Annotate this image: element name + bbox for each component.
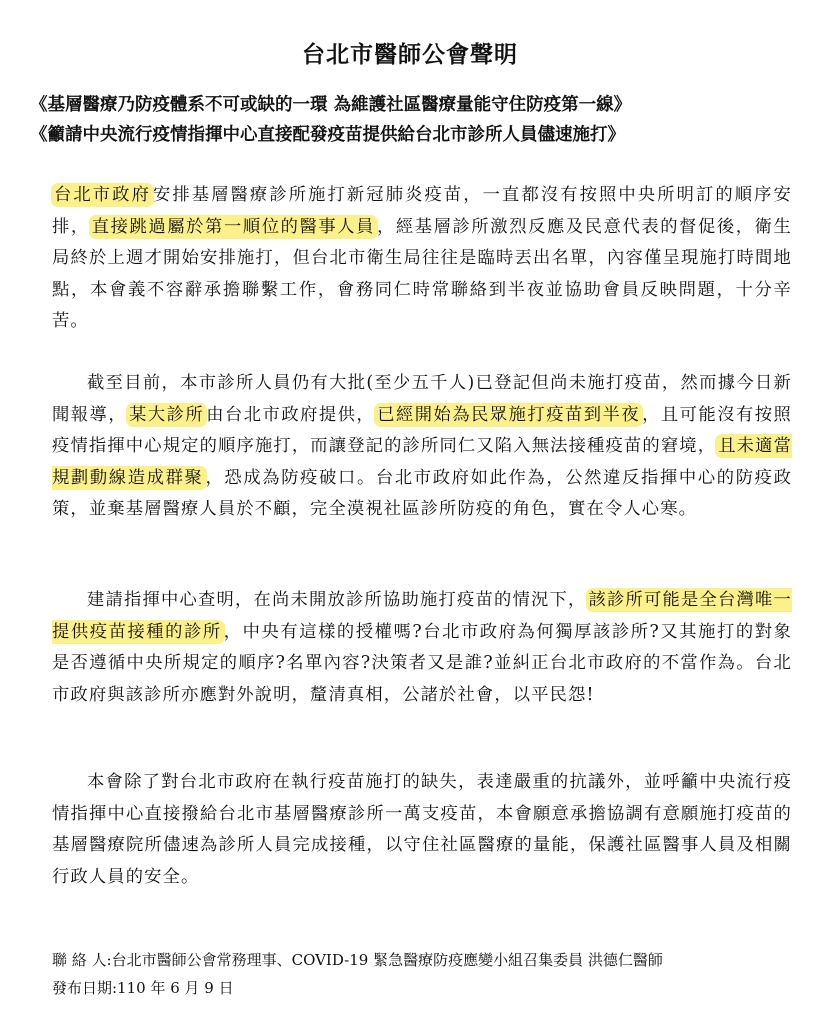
paragraph-1-text-a: 安排基層醫療診所施打新冠肺炎疫苗，一直都沒有按照中央所明訂的順序安排， xyxy=(52,185,792,237)
paragraph-1 xyxy=(52,180,792,338)
paragraph-2-text-d: ，恐成為防疫破口。台北市政府如此作為，公然違反指揮中心的防疫政策，並棄基層醫療人員於不顧，完全漠視社區診所防疫的角色，實在令人心寒。 xyxy=(52,467,793,519)
highlight-large-clinic: 某大診所 xyxy=(129,404,205,425)
paragraph-3-text-b: ，中央有這樣的授權嗎?台北市政府為何獨厚該診所?又其施打的對象是否遵循中央所規定的順序?名單內容?決策者又是誰?並糾正台北市政府的不當作為。台北市政府與該診所亦應對外說明，釐清真相，公諸於社會，以平民怨! xyxy=(52,621,792,705)
highlight-only-clinic-in-taiwan: 該診所可能是全台灣唯一提供疫苗接種的診所 xyxy=(52,590,792,642)
paragraph-3 xyxy=(52,585,792,711)
paragraph-2-text-c: ，且可能沒有按照疫情指揮中心規定的順序施打，而讓登記的診所同仁又陷入無法接種疫苗的窘境， xyxy=(52,404,792,456)
highlight-crowding: 且未適當規劃動線造成群聚 xyxy=(52,436,793,488)
paragraph-4-text: 本會除了對台北市政府在執行疫苗施打的缺失，表達嚴重的抗議外，並呼籲中央流行疫情指揮中心直接撥給台北市基層醫療診所一萬支疫苗，本會願意承擔協調有意願施打疫苗的基層醫療院所儘速為診所人員完成接種，以守住社區醫療的量能，保護社區醫事人員及相關行政人員的安全。 xyxy=(52,772,792,887)
highlight-skipped-medical-staff: 直接跳過屬於第一順位的醫事人員 xyxy=(91,216,376,237)
paragraph-4 xyxy=(52,767,792,893)
contact-line: 聯 絡 人:台北市醫師公會常務理事、COVID-19 緊急醫療防疫應變小組召集委員 洪德仁醫師 xyxy=(52,951,663,969)
subtitle-secondary: 《籲請中央流行疫情指揮中心直接配發疫苗提供給台北市診所人員儘速施打》 xyxy=(30,125,625,145)
paragraph-3-text-a: 建請指揮中心查明，在尚未開放診所協助施打疫苗的情況下， xyxy=(87,590,587,610)
highlight-vaccinating-until-midnight: 已經開始為民眾施打疫苗到半夜 xyxy=(377,404,641,425)
highlight-taipei-government: 台北市政府 xyxy=(54,185,151,205)
release-date: 發布日期:110 年 6 月 9 日 xyxy=(52,979,234,997)
document-title: 台北市醫師公會聲明 xyxy=(302,42,518,68)
paragraph-2 xyxy=(52,368,792,526)
paragraph-2-text-a: 截至目前，本市診所人員仍有大批(至少五千人)已登記但尚未施打疫苗，然而據今日新聞報導， xyxy=(52,373,792,425)
subtitle-primary: 《基層醫療乃防疫體系不可或缺的一環 為維護社區醫療量能守住防疫第一線》 xyxy=(30,95,632,115)
paragraph-1-text-b: ，經基層診所激烈反應及民意代表的督促後，衛生局終於上週才開始安排施打，但台北市衛生局往往是臨時丟出名單，內容僅呈現施打時間地點，本會義不容辭承擔聯繫工作，會務同仁時常聯絡到半夜並協助會員反映問題，十分辛苦。 xyxy=(52,216,792,331)
paragraph-2-text-b: 由台北市政府提供， xyxy=(206,404,376,425)
